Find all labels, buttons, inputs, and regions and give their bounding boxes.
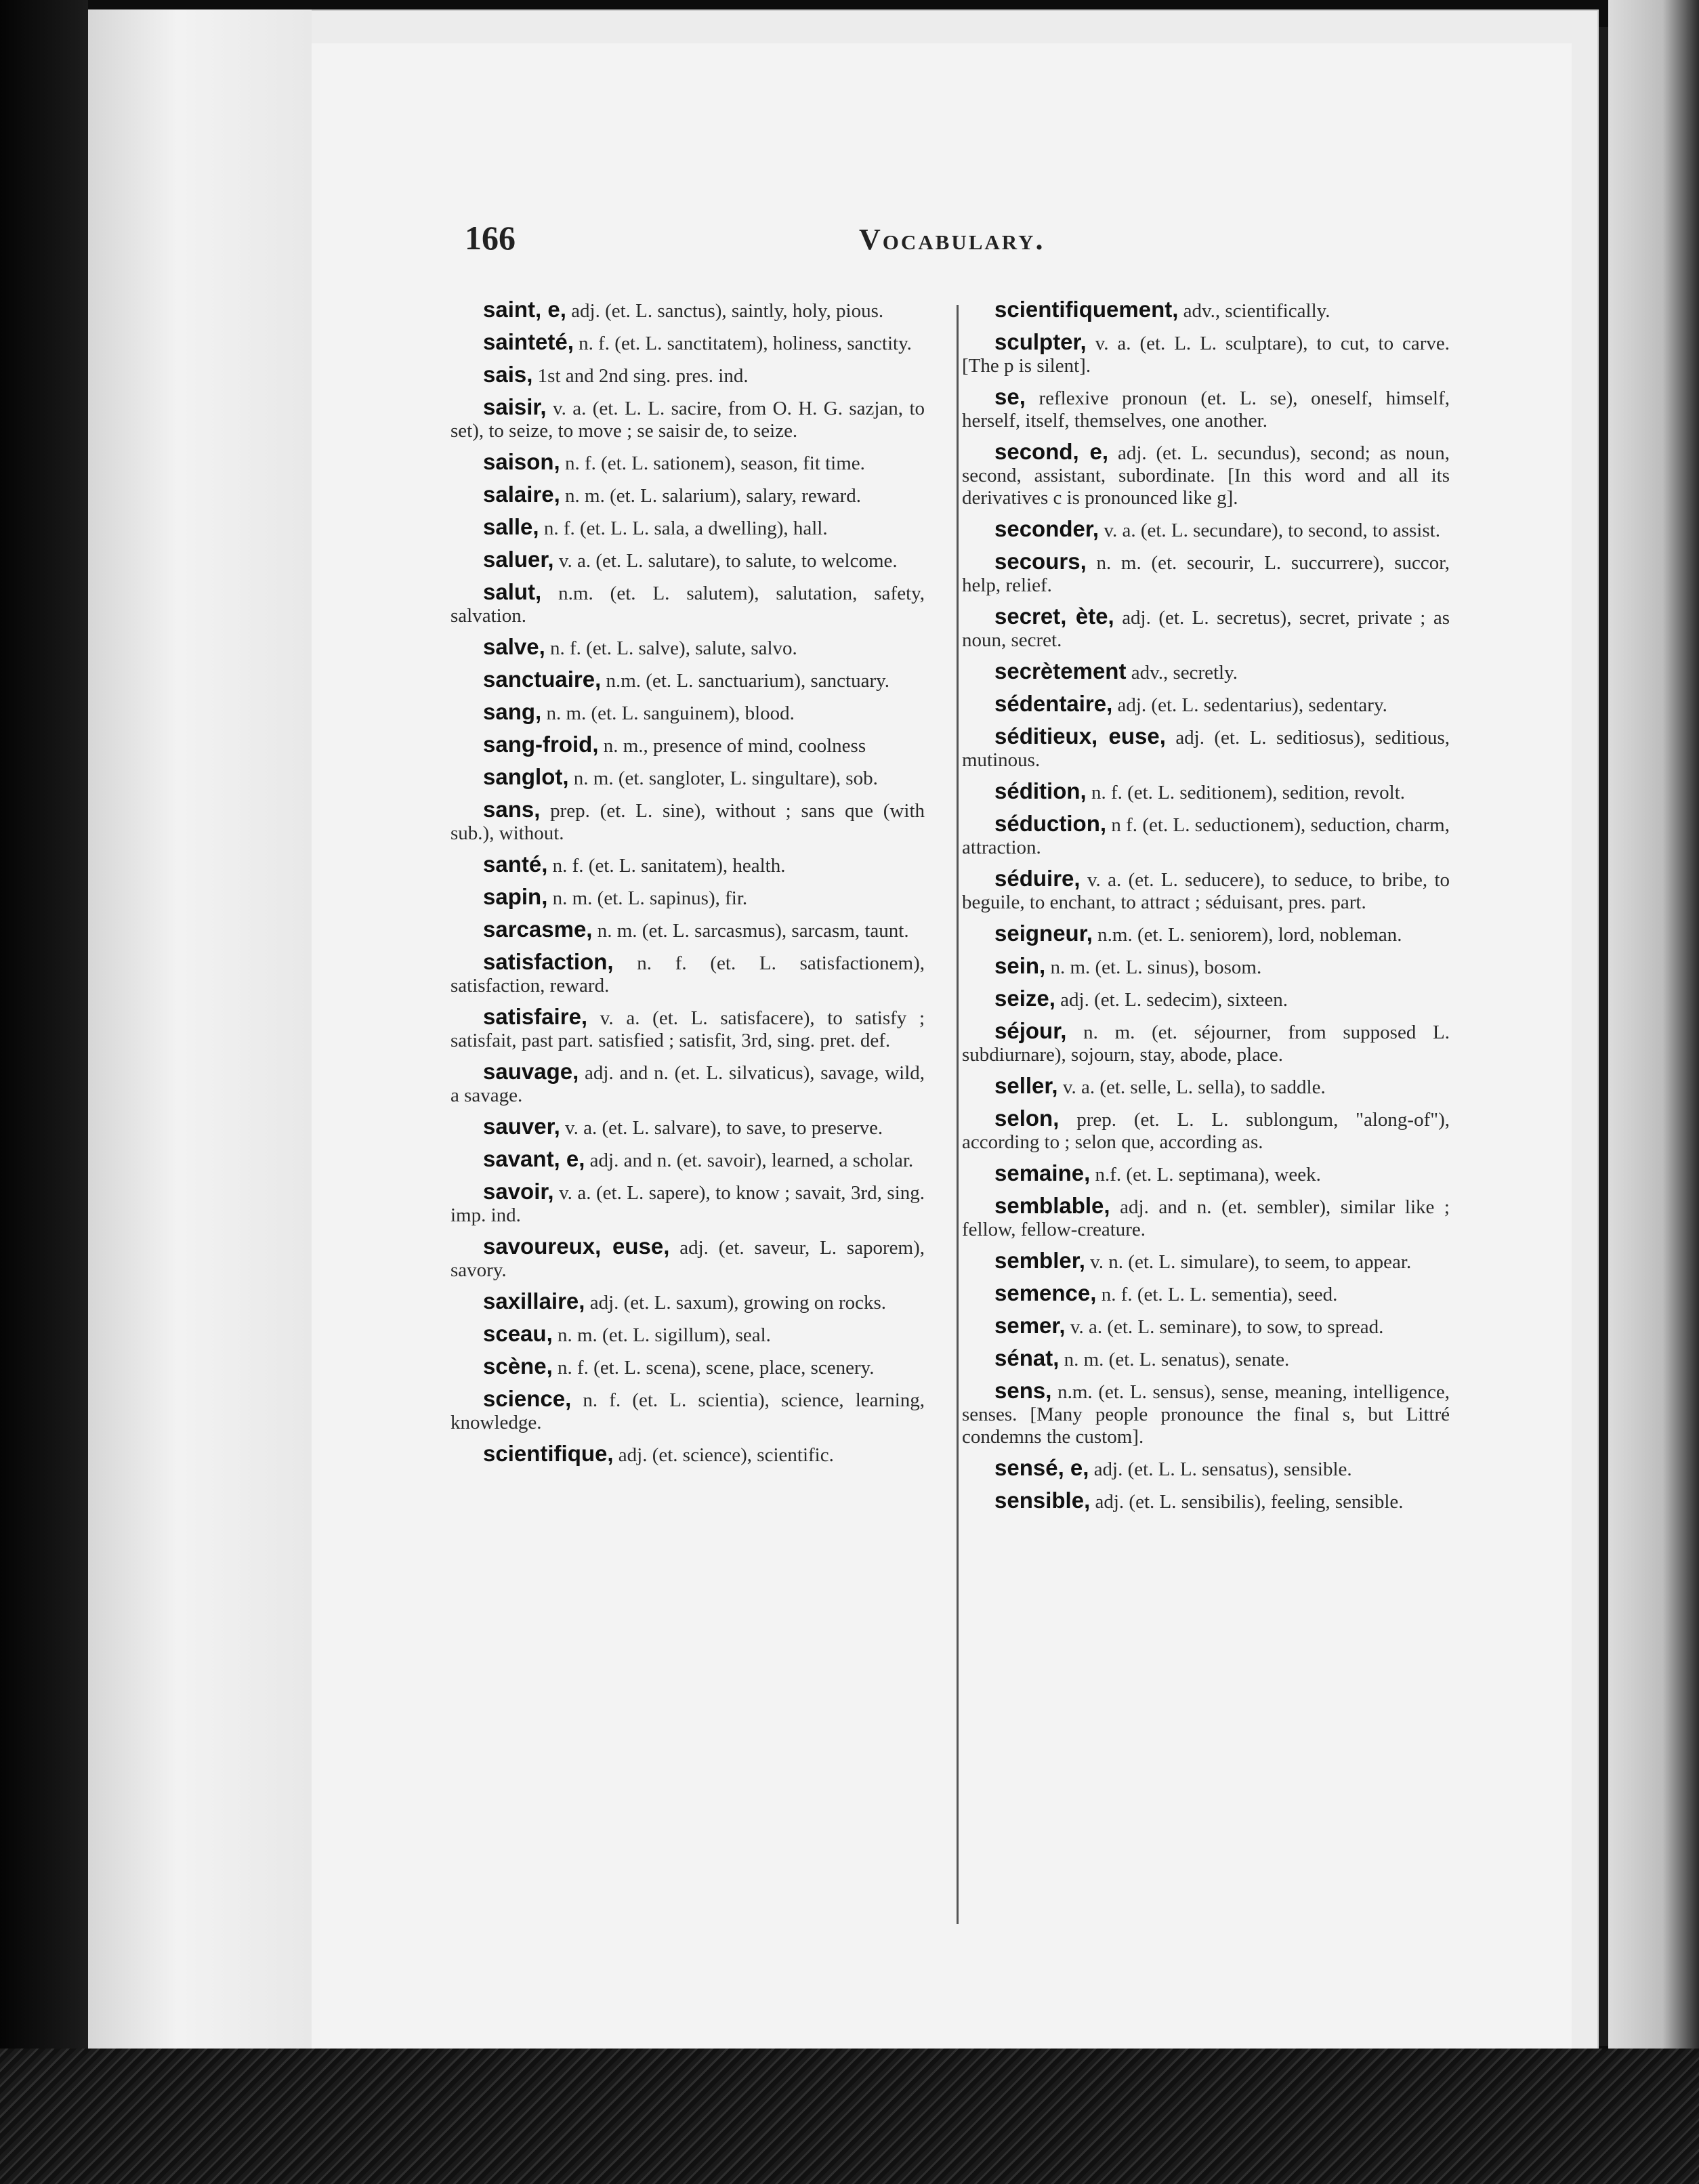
- dictionary-entry: [962, 780, 1450, 804]
- headword: seigneur,: [994, 921, 1093, 946]
- dictionary-entry: [962, 922, 1450, 946]
- headword: sapin,: [483, 884, 548, 909]
- dictionary-entry: [450, 581, 925, 627]
- dictionary-entry: [962, 660, 1450, 684]
- dictionary-entry: [962, 1107, 1450, 1154]
- definition: n. m. (et. séjourner, from supposed L. subdiurnare), sojourn, stay, abode, place.: [962, 1022, 1450, 1066]
- dictionary-entry: [450, 450, 925, 475]
- headword: sauvage,: [483, 1059, 579, 1084]
- dictionary-entry: [962, 385, 1450, 432]
- dictionary-entry: [962, 1194, 1450, 1241]
- headword: scène,: [483, 1353, 553, 1379]
- running-title: Vocabulary.: [859, 223, 1045, 256]
- headword: saxillaire,: [483, 1288, 585, 1314]
- dictionary-entry: [962, 987, 1450, 1011]
- headword: salut,: [483, 579, 542, 604]
- definition: 1st and 2nd sing. pres. ind.: [537, 365, 749, 387]
- definition: n. m. (et. L. sarcasmus), sarcasm, taunt.: [597, 920, 909, 942]
- column-divider: [957, 305, 959, 1924]
- definition: prep. (et. L. sine), without ; sans que (with sub.), without.: [450, 800, 925, 844]
- headword: sais,: [483, 362, 533, 387]
- dictionary-entry: [450, 1322, 925, 1347]
- definition: n. f. (et. L. seditionem), sedition, revolt.: [1091, 782, 1406, 803]
- dictionary-entry: [450, 1235, 925, 1282]
- headword: seize,: [994, 986, 1055, 1011]
- headword: saluer,: [483, 547, 554, 572]
- definition: adj. and n. (et. sembler), similar like ; fellow, fellow-creature.: [962, 1196, 1450, 1240]
- dictionary-entry: [450, 1442, 925, 1467]
- scan-background-bottom: [0, 2049, 1699, 2184]
- definition: adj. (et. L. sensibilis), feeling, sensible.: [1095, 1491, 1404, 1513]
- dictionary-entry: [450, 1148, 925, 1172]
- dictionary-entry: [450, 733, 925, 757]
- headword: satisfaction,: [483, 949, 614, 974]
- definition: v. n. (et. L. simulare), to seem, to appear.: [1090, 1251, 1412, 1273]
- dictionary-entry: [450, 950, 925, 997]
- headword: se,: [994, 384, 1026, 409]
- headword: satisfaire,: [483, 1004, 588, 1029]
- headword: secrètement: [994, 658, 1127, 684]
- definition: n. f. (et. L. sanctitatem), holiness, sanctity.: [579, 333, 912, 354]
- dictionary-entry: [962, 1020, 1450, 1066]
- left-column: [450, 298, 925, 1475]
- book-spine: [1599, 27, 1608, 2046]
- dictionary-entry: [962, 867, 1450, 914]
- headword: semence,: [994, 1280, 1097, 1305]
- headword: sédition,: [994, 778, 1087, 803]
- headword: sensible,: [994, 1488, 1091, 1513]
- headword: scientifiquement,: [994, 297, 1179, 322]
- definition: adj. (et. L. sedentarius), sedentary.: [1117, 694, 1387, 716]
- headword: sanctuaire,: [483, 667, 602, 692]
- headword: secret, ète,: [994, 604, 1114, 629]
- definition: v. a. (et. L. secundare), to second, to assist.: [1104, 520, 1440, 541]
- definition: n f. (et. L. seductionem), seduction, charm, attraction.: [962, 814, 1450, 858]
- dictionary-entry: [962, 692, 1450, 717]
- headword: semaine,: [994, 1160, 1091, 1185]
- dictionary-entry: [450, 1115, 925, 1139]
- headword: sauver,: [483, 1114, 560, 1139]
- headword: santé,: [483, 852, 548, 877]
- dictionary-entry: [450, 1290, 925, 1314]
- headword: sceau,: [483, 1321, 553, 1346]
- definition: n. m. (et. L. sigillum), seal.: [558, 1324, 771, 1346]
- headword: saisir,: [483, 394, 547, 419]
- dictionary-entry: [962, 1282, 1450, 1306]
- headword: savoir,: [483, 1179, 554, 1204]
- dictionary-entry: [962, 331, 1450, 377]
- headword: savoureux, euse,: [483, 1234, 670, 1259]
- dictionary-entry: [962, 954, 1450, 979]
- definition: n. m. (et. L. sinus), bosom.: [1050, 957, 1262, 978]
- definition: n. m. (et. L. senatus), senate.: [1064, 1349, 1290, 1370]
- definition: n.m. (et. L. sanctuarium), sanctuary.: [606, 670, 889, 692]
- definition: v. a. (et. L. salutare), to salute, to welcome.: [558, 550, 898, 572]
- dictionary-entry: [450, 516, 925, 540]
- dictionary-entry: [450, 885, 925, 910]
- definition: adj. and n. (et. savoir), learned, a scholar.: [589, 1150, 914, 1171]
- headword: sein,: [994, 953, 1046, 978]
- dictionary-entry: [450, 1180, 925, 1227]
- dictionary-entry: [962, 1249, 1450, 1274]
- headword: salaire,: [483, 482, 560, 507]
- definition: v. a. (et. selle, L. sella), to saddle.: [1062, 1076, 1326, 1098]
- headword: secours,: [994, 549, 1087, 574]
- definition: v. a. (et. L. sapere), to know ; savait, 3rd, sing. imp. ind.: [450, 1182, 925, 1226]
- headword: salve,: [483, 634, 545, 659]
- dictionary-entry: [450, 298, 925, 322]
- headword: séditieux, euse,: [994, 723, 1166, 749]
- headword: sanglot,: [483, 764, 569, 789]
- headword: séduire,: [994, 866, 1081, 891]
- dictionary-entry: [450, 363, 925, 387]
- dictionary-entry: [962, 1162, 1450, 1186]
- definition: adj. (et. L. seditiosus), seditious, mutinous.: [962, 727, 1450, 771]
- dictionary-entry: [450, 1387, 925, 1434]
- definition: n. m. (et. sangloter, L. singultare), sob.: [573, 768, 878, 789]
- page-number: 166: [465, 219, 516, 257]
- headword: sang-froid,: [483, 732, 599, 757]
- dictionary-entry: [450, 1355, 925, 1379]
- definition: v. a. (et. L. L. sacire, from O. H. G. sazjan, to set), to seize, to move ; se saisir de, to seize.: [450, 398, 925, 442]
- definition: n. m. (et. secourir, L. succurrere), succor, help, relief.: [962, 552, 1450, 596]
- definition: adj. (et. L. sanctus), saintly, holy, pious.: [571, 300, 884, 322]
- definition: n. f. (et. L. sanitatem), health.: [552, 855, 786, 877]
- dictionary-entry: [962, 440, 1450, 509]
- definition: adj. and n. (et. L. silvaticus), savage, wild, a savage.: [450, 1062, 925, 1106]
- headword: sculpter,: [994, 329, 1087, 354]
- definition: v. a. (et. L. seminare), to sow, to spread.: [1070, 1316, 1384, 1338]
- definition: adv., secretly.: [1131, 662, 1238, 684]
- headword: selon,: [994, 1106, 1060, 1131]
- headword: séjour,: [994, 1018, 1067, 1043]
- definition: adj. (et. L. sedecim), sixteen.: [1060, 989, 1288, 1011]
- definition: adj. (et. L. saxum), growing on rocks.: [589, 1292, 887, 1314]
- headword: sénat,: [994, 1345, 1060, 1370]
- dictionary-entry: [962, 1489, 1450, 1513]
- definition: n. m. (et. L. salarium), salary, reward.: [565, 485, 861, 507]
- dictionary-entry: [962, 1347, 1450, 1371]
- dictionary-entry: [962, 605, 1450, 652]
- headword: semblable,: [994, 1193, 1110, 1218]
- headword: sédentaire,: [994, 691, 1113, 716]
- dictionary-entry: [962, 1379, 1450, 1448]
- dictionary-entry: [962, 550, 1450, 597]
- headword: scientifique,: [483, 1441, 614, 1466]
- headword: science,: [483, 1386, 572, 1411]
- dictionary-entry: [962, 725, 1450, 772]
- headword: seller,: [994, 1073, 1058, 1098]
- definition: n. f. (et. L. salve), salute, salvo.: [550, 637, 797, 659]
- headword: semer,: [994, 1313, 1066, 1338]
- definition: n. f. (et. L. scientia), science, learning, knowledge.: [450, 1389, 925, 1433]
- definition: adj. (et. science), scientific.: [618, 1444, 834, 1466]
- dictionary-entry: [450, 396, 925, 442]
- dictionary-entry: [450, 1060, 925, 1107]
- headword: sembler,: [994, 1248, 1085, 1273]
- definition: n.m. (et. L. salutem), salutation, safety, salvation.: [450, 583, 925, 627]
- definition: prep. (et. L. L. sublongum, "along-of"), according to ; selon que, according as.: [962, 1109, 1450, 1153]
- dictionary-entry: [450, 853, 925, 877]
- page-stack-edge: [88, 9, 312, 2076]
- headword: saint, e,: [483, 297, 566, 322]
- definition: v. a. (et. L. salvare), to save, to preserve.: [565, 1117, 883, 1139]
- definition: adv., scientifically.: [1183, 300, 1330, 322]
- dictionary-entry: [450, 483, 925, 507]
- headword: salle,: [483, 514, 539, 539]
- dictionary-entry: [962, 1074, 1450, 1099]
- definition: n. f. (et. L. L. sementia), seed.: [1101, 1284, 1338, 1305]
- right-column: [962, 298, 1450, 1521]
- definition: n. m. (et. L. sanguinem), blood.: [546, 702, 795, 724]
- dictionary-entry: [962, 1456, 1450, 1481]
- dictionary-entry: [450, 1005, 925, 1052]
- dictionary-entry: [450, 668, 925, 692]
- headword: séduction,: [994, 811, 1107, 836]
- definition: adj. (et. saveur, L. saporem), savory.: [450, 1237, 925, 1281]
- dictionary-entry: [450, 918, 925, 942]
- definition: n. f. (et. L. scena), scene, place, scenery.: [558, 1357, 875, 1379]
- headword: seconder,: [994, 516, 1099, 541]
- definition: n.m. (et. L. sensus), sense, meaning, intelligence, senses. [Many people pronounce the final s, but Littré condemns the custom].: [962, 1381, 1450, 1448]
- definition: n. f. (et. L. L. sala, a dwelling), hall.: [543, 518, 828, 539]
- headword: sens,: [994, 1378, 1052, 1403]
- scan-background-left: [0, 0, 88, 2184]
- dictionary-entry: [450, 765, 925, 790]
- definition: n.m. (et. L. seniorem), lord, nobleman.: [1097, 924, 1402, 946]
- headword: sarcasme,: [483, 917, 593, 942]
- definition: adj. (et. L. secretus), secret, private ; as noun, secret.: [962, 607, 1450, 651]
- dictionary-entry: [962, 518, 1450, 542]
- definition: n. m., presence of mind, coolness: [603, 735, 866, 757]
- page-header: [465, 218, 1463, 266]
- definition: v. a. (et. L. L. sculptare), to cut, to carve. [The p is silent].: [962, 333, 1450, 377]
- headword: second, e,: [994, 439, 1109, 464]
- dictionary-entry: [962, 298, 1450, 322]
- headword: saison,: [483, 449, 560, 474]
- dictionary-entry: [450, 798, 925, 845]
- dictionary-entry: [450, 331, 925, 355]
- headword: sans,: [483, 797, 541, 822]
- dictionary-entry: [962, 1314, 1450, 1339]
- scan-background-right: [1608, 0, 1699, 2059]
- definition: adj. (et. L. secundus), second; as noun, second, assistant, subordinate. [In this word and all its derivatives c is pronounced like g].: [962, 442, 1450, 509]
- headword: sainteté,: [483, 329, 574, 354]
- definition: n. f. (et. L. satisfactionem), satisfaction, reward.: [450, 952, 925, 996]
- definition: n. f. (et. L. sationem), season, fit time.: [564, 453, 865, 474]
- headword: sang,: [483, 699, 542, 724]
- definition: adj. (et. L. L. sensatus), sensible.: [1093, 1458, 1352, 1480]
- dictionary-entry: [962, 812, 1450, 859]
- definition: v. a. (et. L. satisfacere), to satisfy ; satisfait, past part. satisfied ; satisfit, 3rd, sing. pret. def.: [450, 1007, 925, 1051]
- definition: n.f. (et. L. septimana), week.: [1095, 1164, 1321, 1185]
- dictionary-entry: [450, 548, 925, 572]
- headword: savant, e,: [483, 1146, 585, 1171]
- definition: v. a. (et. L. seducere), to seduce, to bribe, to beguile, to enchant, to attract ; séduisant, pres. part.: [962, 869, 1450, 913]
- definition: reflexive pronoun (et. L. se), oneself, himself, herself, itself, themselves, one another.: [962, 387, 1450, 432]
- dictionary-entry: [450, 700, 925, 725]
- dictionary-entry: [450, 635, 925, 660]
- headword: sensé, e,: [994, 1455, 1089, 1480]
- definition: n. m. (et. L. sapinus), fir.: [552, 887, 748, 909]
